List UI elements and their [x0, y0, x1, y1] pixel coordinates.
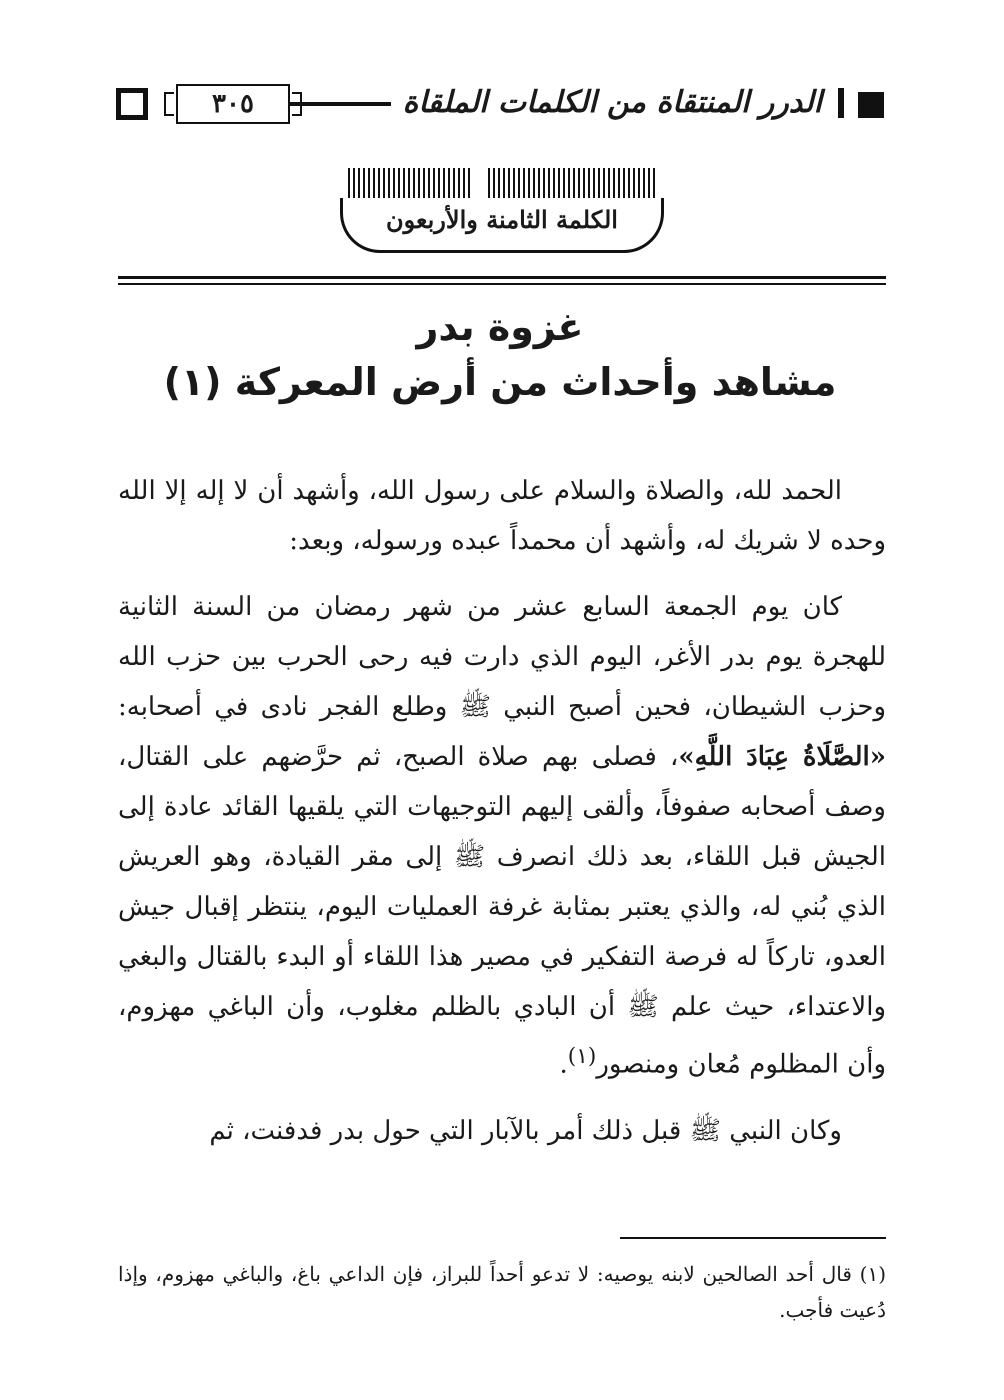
footnote-ref: (١) [567, 1044, 597, 1069]
book-title: الدرر المنتقاة من الكلمات الملقاة [391, 78, 834, 128]
title-rule-top [118, 276, 886, 279]
paragraph: كان يوم الجمعة السابع عشر من شهر رمضان من السنة الثانية للهجرة يوم بدر الأغر، اليوم الذي دارت فيه رحى الحرب بين حزب الله وحزب الشيطان، فحين أصبح النبي ﷺ وطلع الفجر نادى في أصحابه: «الصَّلَاةُ عِبَادَ اللَّهِ»، فصلى بهم صلاة الصبح، ثم حرَّضهم على القتال، وصف أصحابه صفوفاً، وألقى إليهم التوجيهات التي يلقيها القائد عادة إلى الجيش قبل اللقاء، بعد ذلك انصرف ﷺ إلى مقر القيادة، وهو العريش الذي بُني له، والذي يعتبر بمثابة غرفة العمليات اليوم، ينتظر إقبال جيش العدو، تاركاً له فرصة التفكير في مصير هذا اللقاء أو البدء بالقتال والبغي والاعتداء، حيث علم ﷺ أن البادي بالظلم مغلوب، وأن الباغي مهزوم، وأن المظلوم مُعان ومنصور$^{(١)}$. [118, 592, 886, 1080]
title-rule-bottom [118, 283, 886, 285]
header-square-ornament [858, 92, 884, 118]
page-number: ٣٠٥ [176, 84, 290, 124]
section-label-frame [340, 168, 664, 260]
running-header [116, 78, 884, 128]
footnote-separator [620, 1237, 886, 1239]
hadith-quote: «الصَّلَاةُ عِبَادَ اللَّهِ» [678, 742, 886, 772]
chapter-title: غزوة بدر [416, 305, 584, 349]
body-text [118, 466, 886, 1172]
paragraph: وكان النبي ﷺ قبل ذلك أمر بالآبار التي حول بدر فدفنت، ثم [209, 1115, 842, 1146]
section-label: الكلمة الثامنة والأربعون [340, 198, 664, 253]
chapter-subtitle: مشاهد وأحداث من أرض المعركة (١) [163, 360, 837, 404]
header-tick-ornament [838, 88, 844, 118]
footnote: (١) قال أحد الصالحين لابنه يوصيه: لا تدعو أحداً للبراز، فإن الداعي باغ، والباغي مهزوم، وإذا دُعيت فأجب. [118, 1262, 886, 1322]
header-square-ornament [116, 88, 148, 120]
paragraph: الحمد لله، والصلاة والسلام على رسول الله، وأشهد أن لا إله إلا الله وحده لا شريك له، وأشهد أن محمداً عبده ورسوله، وبعد: [118, 476, 886, 556]
